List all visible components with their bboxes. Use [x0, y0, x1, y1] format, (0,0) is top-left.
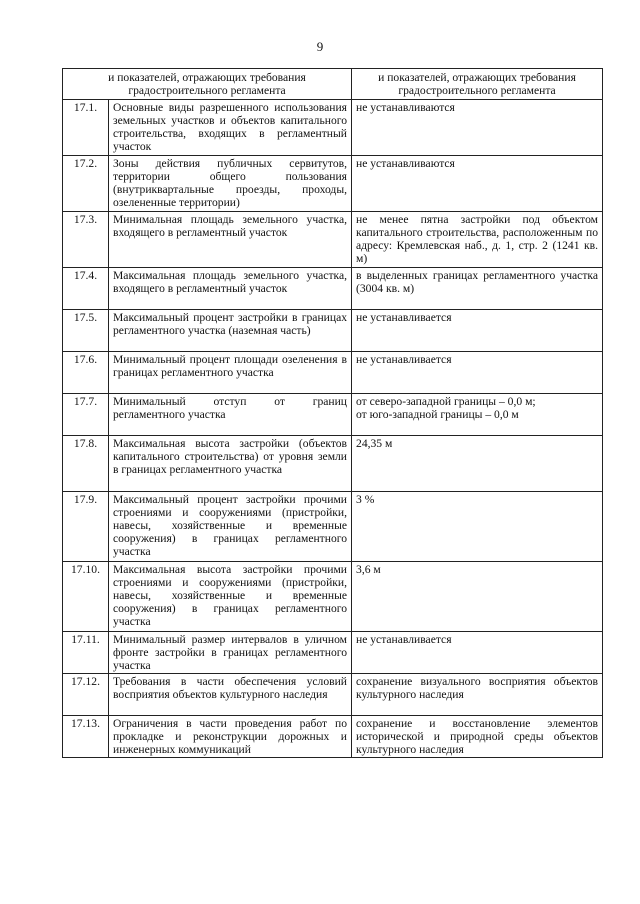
table-row — [63, 716, 603, 758]
table-row — [63, 632, 603, 674]
table-row — [63, 352, 603, 394]
row-number: 17.3. — [63, 212, 109, 268]
indicator-value: сохранение визуального восприятия объектов культурного наследия — [352, 674, 603, 716]
row-number: 17.2. — [63, 156, 109, 212]
table-header-row — [63, 69, 603, 100]
indicator-value: в выделенных границах регламентного участка (3004 кв. м) — [352, 268, 603, 310]
indicator-value: 3 % — [352, 492, 603, 562]
indicator-name: Ограничения в части проведения работ по прокладке и реконструкции дорожных и инженерных коммуникаций — [109, 716, 352, 758]
row-number: 17.1. — [63, 100, 109, 156]
row-number: 17.8. — [63, 436, 109, 492]
indicator-name: Основные виды разрешенного использования земельных участков и объектов капитального строительства, входящих в регламентный участок — [109, 100, 352, 156]
indicator-value: 24,35 м — [352, 436, 603, 492]
indicator-value: не менее пятна застройки под объектом капитального строительства, расположенным по адресу: Кремлевская наб., д. 1, стр. 2 (1241 кв. м) — [352, 212, 603, 268]
indicator-name: Максимальный процент застройки в границах регламентного участка (наземная часть) — [109, 310, 352, 352]
table-row — [63, 492, 603, 562]
row-number: 17.5. — [63, 310, 109, 352]
row-number: 17.10. — [63, 562, 109, 632]
table-body — [63, 100, 603, 758]
row-number: 17.12. — [63, 674, 109, 716]
table-row — [63, 394, 603, 436]
indicator-name: Требования в части обеспечения условий восприятия объектов культурного наследия — [109, 674, 352, 716]
indicator-name: Минимальный размер интервалов в уличном фронте застройки в границах регламентного участка — [109, 632, 352, 674]
row-number: 17.7. — [63, 394, 109, 436]
header-right: и показателей, отражающих требования градостроительного регламента — [352, 69, 603, 100]
indicator-name: Минимальный отступ от границ регламентного участка — [109, 394, 352, 436]
indicator-name: Максимальная высота застройки прочими строениями и сооружениями (пристройки, навесы, хозяйственные и временные сооружения) в границах регламентного участка — [109, 562, 352, 632]
indicator-name: Минимальная площадь земельного участка, входящего в регламентный участок — [109, 212, 352, 268]
indicator-name: Зоны действия публичных сервитутов, территории общего пользования (внутриквартальные проезды, проходы, озелененные территории) — [109, 156, 352, 212]
indicator-name: Максимальная высота застройки (объектов капитального строительства) от уровня земли в границах регламентного участка — [109, 436, 352, 492]
table-row — [63, 310, 603, 352]
table-row — [63, 562, 603, 632]
page-number: 9 — [316, 39, 324, 54]
table-row — [63, 674, 603, 716]
header-left: и показателей, отражающих требования градостроительного регламента — [63, 69, 352, 100]
row-number: 17.13. — [63, 716, 109, 758]
row-number: 17.4. — [63, 268, 109, 310]
indicator-value: от северо-западной границы – 0,0 м; от юго-западной границы – 0,0 м — [352, 394, 603, 436]
indicator-name: Максимальная площадь земельного участка, входящего в регламентный участок — [109, 268, 352, 310]
row-number: 17.6. — [63, 352, 109, 394]
regulation-table — [62, 68, 603, 758]
table-row — [63, 268, 603, 310]
table-row — [63, 100, 603, 156]
indicator-value: 3,6 м — [352, 562, 603, 632]
indicator-value: не устанавливается — [352, 632, 603, 674]
row-number: 17.11. — [63, 632, 109, 674]
indicator-value: не устанавливаются — [352, 156, 603, 212]
table-row — [63, 436, 603, 492]
row-number: 17.9. — [63, 492, 109, 562]
table-row — [63, 156, 603, 212]
indicator-value: сохранение и восстановление элементов исторической и природной среды объектов культурного наследия — [352, 716, 603, 758]
indicator-value: не устанавливается — [352, 310, 603, 352]
indicator-name: Максимальный процент застройки прочими строениями и сооружениями (пристройки, навесы, хозяйственные и временные сооружения) в границах регламентного участка — [109, 492, 352, 562]
indicator-name: Минимальный процент площади озеленения в границах регламентного участка — [109, 352, 352, 394]
table-row — [63, 212, 603, 268]
indicator-value: не устанавливается — [352, 352, 603, 394]
indicator-value: не устанавливаются — [352, 100, 603, 156]
